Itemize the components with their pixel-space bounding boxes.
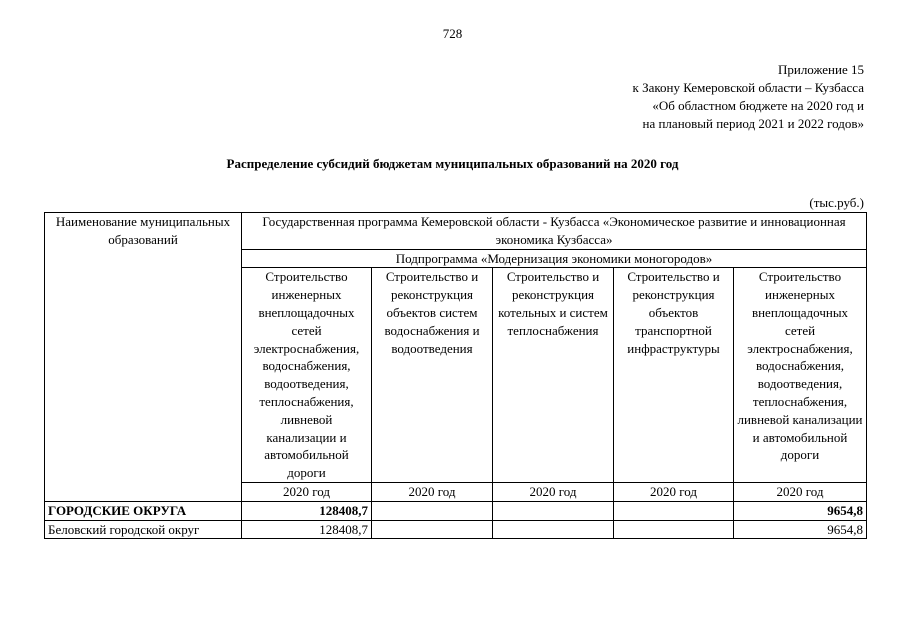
document-title: Распределение субсидий бюджетам муниципальных образований на 2020 год [226,156,679,171]
year-header: 2020 год [242,482,372,501]
appendix-line: Приложение 15 [777,62,864,77]
year-header: 2020 год [614,482,734,501]
appendix-line: «Об областном бюджете на 2020 год и [652,98,864,113]
column-header: Строительство инженерных внеплощадочных сетей электроснабжения, водоснабжения, водоотведения, теплоснабжения, ливневой канализации и автомобильной дороги [734,268,867,483]
subsidy-table [44,212,867,539]
year-header: 2020 год [734,482,867,501]
row-value [372,501,493,520]
row-name: Беловский городской округ [45,520,242,539]
subprogram-header: Подпрограмма «Модернизация экономики моногородов» [242,249,867,268]
column-header: Строительство инженерных внеплощадочных сетей электроснабжения, водоснабжения, водоотведения, теплоснабжения, ливневой канализации и автомобильной дороги [242,268,372,483]
year-header: 2020 год [493,482,614,501]
program-header: Государственная программа Кемеровской области - Кузбасса «Экономическое развитие и инновационная экономика Кузбасса» [242,213,867,250]
row-value: 9654,8 [734,520,867,539]
table-row [45,520,867,539]
row-value [493,501,614,520]
table-row [45,501,867,520]
appendix-header [633,61,865,133]
column-header: Строительство и реконструкция объектов систем водоснабжения и водоотведения [372,268,493,483]
row-value [614,520,734,539]
row-value [493,520,614,539]
year-header: 2020 год [372,482,493,501]
appendix-line: на плановый период 2021 и 2022 годов» [642,116,864,131]
row-value: 128408,7 [242,501,372,520]
appendix-line: к Закону Кемеровской области – Кузбасса [632,80,864,95]
row-name: ГОРОДСКИЕ ОКРУГА [45,501,242,520]
row-value [372,520,493,539]
row-value [614,501,734,520]
units-label: (тыс.руб.) [809,195,864,210]
name-column-header: Наименование муниципальных образований [45,213,242,502]
column-header: Строительство и реконструкция котельных и систем теплоснабжения [493,268,614,483]
page-number: 728 [442,26,463,41]
row-value: 128408,7 [242,520,372,539]
column-header: Строительство и реконструкция объектов транспортной инфраструктуры [614,268,734,483]
row-value: 9654,8 [734,501,867,520]
